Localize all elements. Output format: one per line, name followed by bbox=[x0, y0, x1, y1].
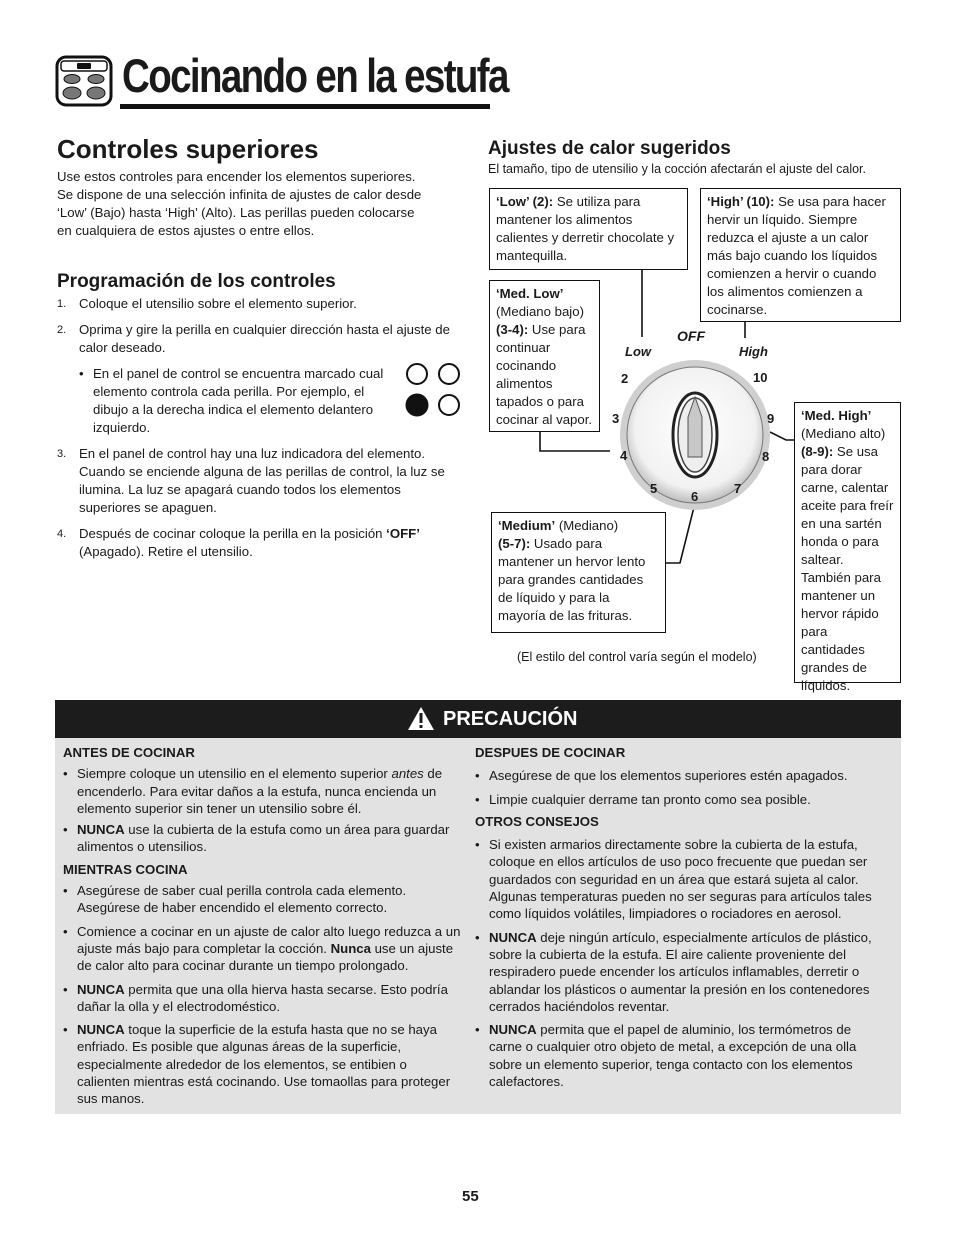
cooktop-icon bbox=[55, 55, 113, 107]
warning-triangle-icon bbox=[407, 705, 435, 731]
callout-medium: ‘Medium’ (Mediano) (5-7): Usado para mantener un hervor lento para grandes cantidades de líquido y para la mayoría de las frituras. bbox=[491, 512, 666, 633]
dial-num-6: 6 bbox=[691, 489, 699, 504]
dial-label-off: OFF bbox=[677, 328, 705, 344]
dial-num-7: 7 bbox=[734, 481, 742, 496]
other-item-2: • NUNCA deje ningún artículo, especialmente artículos de plástico, sobre la cubierta de la estufa. El aire caliente proveniente del respiradero puede encender los artículos inflamables, derretir o ablandar los plásticos o aumentar la presión en los contenedores cerrados haciéndolos reventar. bbox=[475, 929, 881, 1015]
controls-intro: Use estos controles para encender los elementos superiores. Se dispone de una selección infinita de ajustes de calor desde ‘Low’ (Bajo) hasta ‘High’ (Alto). Las perillas pueden colocarse en cualquiera de estos ajustes o entre ellos. bbox=[57, 169, 422, 238]
during-item-1: • Asegúrese de saber cual perilla controla cada elemento. Asegúrese de haber encendido el elemento correcto. bbox=[63, 882, 463, 917]
programming-steps bbox=[57, 295, 457, 561]
before-item-2: • NUNCA use la cubierta de la estufa como un área para guardar alimentos o utensilios. bbox=[63, 821, 463, 856]
after-item-1: • Asegúrese de que los elementos superiores estén apagados. bbox=[475, 767, 881, 784]
dial-label-high: High bbox=[739, 344, 768, 359]
section-title-programming: Programación de los controles bbox=[57, 271, 336, 292]
after-item-2: • Limpie cualquier derrame tan pronto como sea posible. bbox=[475, 791, 881, 808]
callout-med-low: ‘Med. Low’ (Mediano bajo) (3-4): Use para continuar cocinando alimentos tapados o para cocinar al vapor. bbox=[489, 280, 600, 432]
dial-num-4: 4 bbox=[620, 448, 628, 463]
dial-num-9: 9 bbox=[767, 411, 775, 426]
page-title: Cocinando en la estufa bbox=[122, 49, 508, 102]
other-tips-heading: OTROS CONSEJOS bbox=[475, 813, 599, 829]
step-4: 4. Después de cocinar coloque la perilla en la posición ‘OFF’ (Apagado). Retire el utensilio. bbox=[57, 526, 420, 559]
before-cooking-heading: ANTES DE COCINAR bbox=[63, 745, 195, 760]
dial-label-low: Low bbox=[625, 344, 651, 359]
callout-low: ‘Low’ (2): Se utiliza para mantener los alimentos calientes y derretir chocolate y mantequilla. bbox=[489, 188, 688, 270]
other-item-3: • NUNCA permita que el papel de aluminio, los termómetros de carne o cualquier otro objeto de metal, a excepción de una olla sobre un elemento superior, tenga contacto con los elementos calefactores. bbox=[475, 1021, 881, 1090]
during-item-4: • NUNCA toque la superficie de la estufa hasta que no se haya enfriado. Es posible que algunas áreas de la superficie, especialmente alrededor de los elementos, se entibien o calienten mientras está cocinando. Use tomaollas para proteger sus manos. bbox=[63, 1021, 463, 1107]
during-item-3: • NUNCA permita que una olla hierva hasta secarse. Esto podría dañar la olla y el electrodoméstico. bbox=[63, 981, 463, 1016]
page-number: 55 bbox=[462, 1188, 479, 1205]
callout-med-high: ‘Med. High’ (Mediano alto) (8-9): Se usa para dorar carne, calentar aceite para freír en una sartén honda o para saltear. También para mantener un hervor rápido para cantidades grandes de líquidos. bbox=[794, 402, 901, 683]
other-item-1: • Si existen armarios directamente sobre la cubierta de la estufa, coloque en ellos artículos de uso poco frecuente que puedan ser guardados con seguridad en un área que estará sujeta al calor. Algunas temperaturas pueden no ser seguras para artículos tales como líquidos volátiles, limpiadores o rociadores en aerosol. bbox=[475, 836, 881, 922]
dial-num-5: 5 bbox=[650, 481, 658, 496]
before-item-1: • Siempre coloque un utensilio en el elemento superior antes de encenderlo. Para evitar daños a la estufa, nunca encienda un elemento superior sin tener un utensilio sobre él. bbox=[63, 765, 463, 817]
callout-high: ‘High’ (10): Se usa para hacer hervir un líquido. Siempre reduzca el ajuste a un calor más bajo cuando los líquidos comienzen a hervir o cuando los alimentos comienzen a cocinarse. bbox=[700, 188, 901, 322]
step-2-bullet: • En el panel de control se encuentra marcado cual elemento controla cada perilla. Por ejemplo, el dibujo a la derecha indica el elemento delantero izquierdo. bbox=[57, 365, 457, 437]
caution-right-column bbox=[475, 744, 881, 1090]
dial-num-10: 10 bbox=[753, 370, 768, 385]
settings-subtitle: El tamaño, tipo de utensilio y la cocción afectarán el ajuste del calor. bbox=[488, 162, 866, 176]
caution-left-column bbox=[63, 744, 463, 1108]
model-note: (El estilo del control varía según el modelo) bbox=[517, 650, 757, 664]
section-title-controls: Controles superiores bbox=[57, 134, 319, 164]
caution-title: PRECAUCIÓN bbox=[443, 708, 578, 730]
title-underline bbox=[120, 104, 490, 109]
burner-diagram-icon bbox=[402, 360, 464, 420]
step-3: 3. En el panel de control hay una luz indicadora del elemento. Cuando se enciende alguna de las perillas de control, la luz se ilumina. La luz se apagará cuando todos los elementos superiores se apaguen. bbox=[57, 446, 445, 515]
step-2: 2. Oprima y gire la perilla en cualquier dirección hasta el ajuste de calor deseado. bbox=[57, 322, 450, 355]
while-cooking-heading: MIENTRAS COCINA bbox=[63, 861, 188, 877]
dial-num-3: 3 bbox=[612, 411, 620, 426]
after-cooking-heading: DESPUES DE COCINAR bbox=[475, 745, 626, 760]
dial-num-2: 2 bbox=[621, 371, 629, 386]
step-1: 1. Coloque el utensilio sobre el elemento superior. bbox=[57, 296, 357, 311]
section-title-settings: Ajustes de calor sugeridos bbox=[488, 138, 731, 159]
during-item-2: • Comience a cocinar en un ajuste de calor alto luego reduzca a un ajuste más bajo para completar la cocción. Nunca use un ajuste de calor alto para cocinar durante un tiempo prolongado. bbox=[63, 923, 463, 975]
dial-num-8: 8 bbox=[762, 449, 770, 464]
